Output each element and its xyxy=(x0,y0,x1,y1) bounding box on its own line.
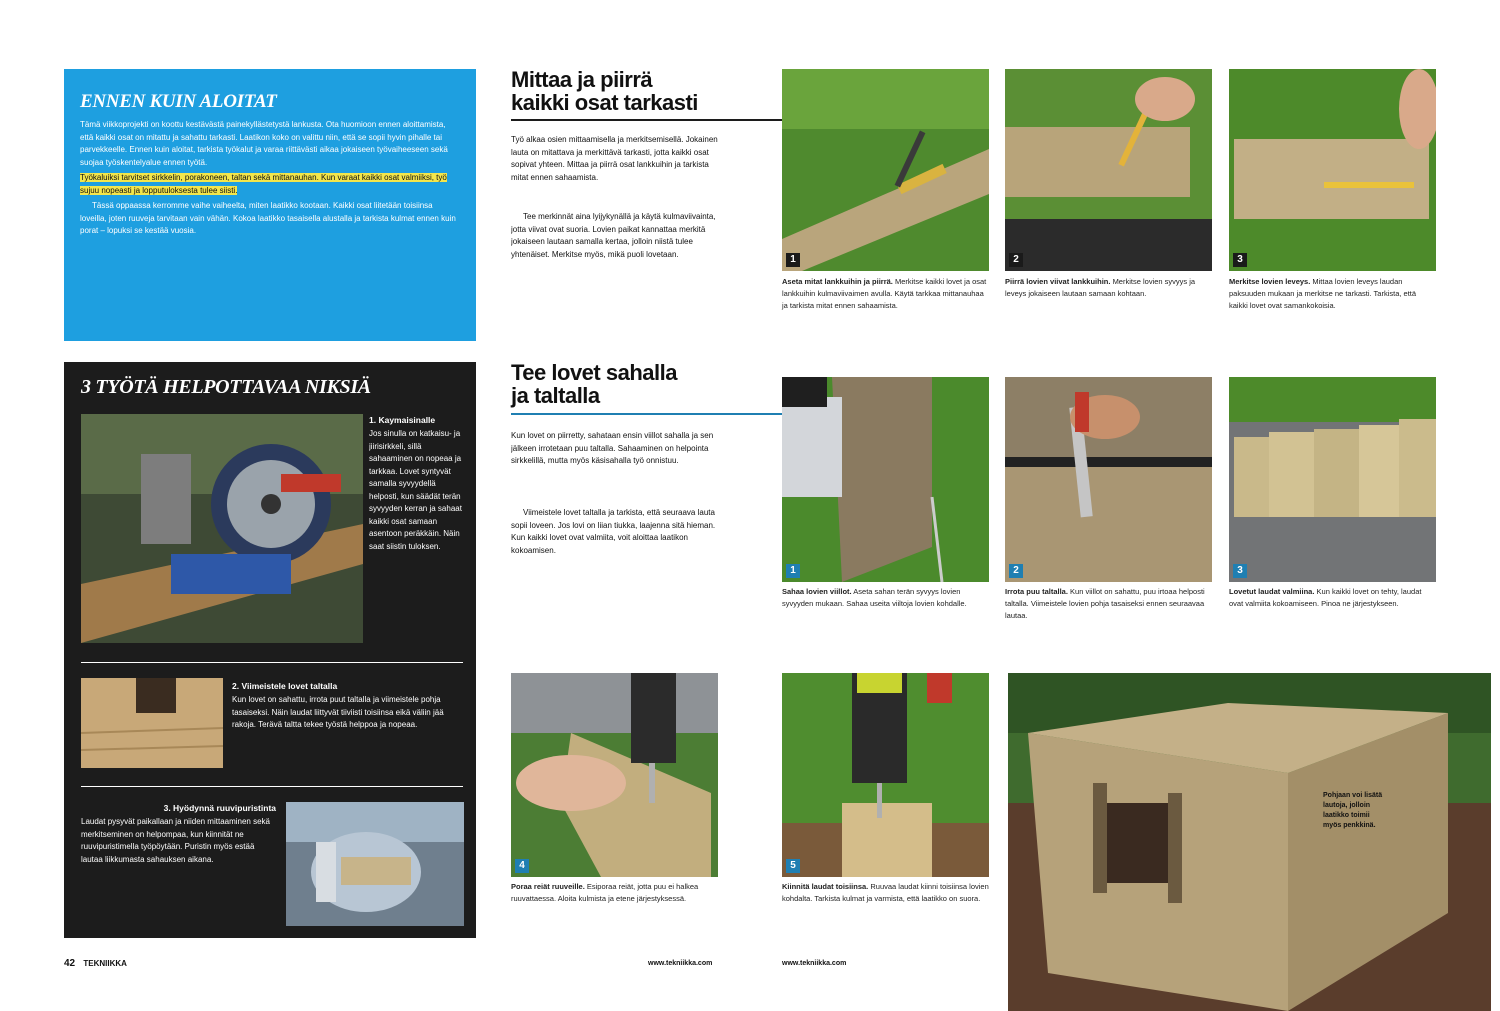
caption-boards-ready xyxy=(1229,586,1434,610)
tip2-heading: 2. Viimeistele lovet taltalla xyxy=(232,681,338,691)
section1-text-1: Työ alkaa osien mittaamisella ja merkitsemisellä. Jokainen lauta on mitattava ja merkittävä tarkasti, jotta kaikki osat sopivat yhteen. Mittaa ja piirrä osat lankkuihin ja tarkista mitat ennen sahaamista. xyxy=(511,135,718,182)
footer-url-left: www.tekniikka.com xyxy=(648,960,713,967)
caption-step1 xyxy=(782,276,987,312)
step1-measure-photo xyxy=(782,69,989,271)
section2-rule xyxy=(511,413,782,415)
caption-screw-boards-text: Ruuvaa laudat kiinni toisiinsa lovien kohdalta. Tarkista kulmat ja varmista, että laatikko on suora. xyxy=(782,882,989,903)
section1-rule xyxy=(511,119,782,121)
intro-title: ENNEN KUIN ALOITAT xyxy=(80,91,277,112)
section1-text-2: Tee merkinnät aina lyijykynällä ja käytä kulmaviivainta, jotta viivat ovat suoria. Lovien paikat kannattaa merkitä jokaiseen lautaan samalla kertaa, jolloin niistä tulee yhtenäiset. Merkitse myös, mikä puoli lovetaan. xyxy=(511,212,716,259)
section2-text-1: Kun lovet on piirretty, sahataan ensin viillot sahalla ja sen jälkeen irrotetaan puu taltalla. Sahaaminen on helpointa sirkkelillä, mutta myös käsisahalla työ onnistuu. xyxy=(511,431,714,465)
tip3-text: Laudat pysyvät paikallaan ja niiden mittaaminen sekä merkitseminen on helpompaa, kun kiinnität ne ruuvipuristimella työpöytään. Puristin myös estää lautaa liikkumasta sahauksen aikana. xyxy=(81,817,271,864)
intro-box xyxy=(64,69,476,341)
intro-highlight-wrap xyxy=(80,172,460,197)
step-number: 2 xyxy=(1009,253,1023,267)
assembled-box-note: Pohjaan voi lisätä lautoja, jolloin laatikko toimii myös penkkinä. xyxy=(1323,792,1383,829)
step2-draw-photo xyxy=(1005,69,1212,271)
caption-boards-ready-text: Kun kaikki lovet on tehty, laudat ovat valmiita kokoamiseen. Pinoa ne järjestykseen. xyxy=(1229,587,1422,608)
step-number: 4 xyxy=(515,859,529,873)
page-footer-left xyxy=(64,958,127,969)
section1-heading-line1: Mittaa ja piirrä xyxy=(511,67,653,92)
tips-title: 3 TYÖTÄ HELPOTTAVAA NIKSIÄ xyxy=(81,376,371,398)
step-saw-notch-photo xyxy=(782,377,989,582)
step-number: 3 xyxy=(1233,253,1247,267)
tip3-heading: 3. Hyödynnä ruuvipuristinta xyxy=(163,803,276,813)
tip1-saw-photo xyxy=(81,414,363,643)
caption-step2-text: Merkitse lovien syvyys ja leveys jokaiseen lautaan samaan kohtaan. xyxy=(1005,277,1196,298)
step-drill-holes-photo xyxy=(511,673,718,877)
caption-drill-holes-text: Esiporaa reiät, jotta puu ei halkea ruuvattaessa. Aloita kulmista ja etene järjestyksessä. xyxy=(511,882,699,903)
section2-heading-line1: Tee lovet sahalla xyxy=(511,360,677,385)
caption-step3-bold: Merkitse lovien leveys. xyxy=(1229,277,1311,286)
caption-step2-bold: Piirrä lovien viivat lankkuihin. xyxy=(1005,277,1111,286)
section1-heading xyxy=(511,68,781,114)
section2-heading xyxy=(511,361,781,407)
caption-screw-boards-bold: Kiinnitä laudat toisiinsa. xyxy=(782,882,869,891)
step-number: 5 xyxy=(786,859,800,873)
caption-chisel-text: Kun viillot on sahattu, puu irtoaa helposti taltalla. Viimeistele lovien pohja tasaiseksi ennen seuraavaa lautaa. xyxy=(1005,587,1205,620)
tips-divider-2 xyxy=(81,786,463,787)
caption-chisel-bold: Irrota puu taltalla. xyxy=(1005,587,1068,596)
section1-heading-line2: kaikki osat tarkasti xyxy=(511,90,698,115)
caption-drill-holes-bold: Poraa reiät ruuveille. xyxy=(511,882,585,891)
caption-step1-bold: Aseta mitat lankkuihin ja piirrä. xyxy=(782,277,893,286)
tips-box xyxy=(64,362,476,938)
intro-highlight: Työkaluiksi tarvitset sirkkelin, porakoneen, taltan sekä mittanauhan. Kun varaat kaikki osat valmiiksi, työ sujuu nopeasti ja lopputuloksesta tulee siisti. xyxy=(80,173,447,195)
section2-text-2: Viimeistele lovet taltalla ja tarkista, että seuraava lauta sopii loveen. Jos lovi on liian tiukka, laajenna sitä hieman. Kun kaikki lovet ovat valmiita, voit aloittaa laatikon kokoamisen. xyxy=(511,508,716,555)
section2-heading-line2: ja taltalla xyxy=(511,383,600,408)
step-screw-boards-photo xyxy=(782,673,989,877)
caption-chisel xyxy=(1005,586,1210,622)
page-number: 42 xyxy=(64,958,76,969)
step-boards-ready-photo xyxy=(1229,377,1436,582)
caption-boards-ready-bold: Lovetut laudat valmiina. xyxy=(1229,587,1315,596)
caption-saw-notch-text: Aseta sahan terän syvyys lovien syvyyden mukaan. Sahaa useita viiltoja lovien kohdalle. xyxy=(782,587,967,608)
tip2-notch-photo xyxy=(81,678,223,768)
step-number: 2 xyxy=(1009,564,1023,578)
caption-step2 xyxy=(1005,276,1210,300)
caption-drill-holes xyxy=(511,881,716,905)
tip2-text: Kun lovet on sahattu, irrota puut taltalla ja viimeistele pohja tasaiseksi. Näin laudat liittyvät tiiviisti toisiinsa eikä väliin jää rakoja. Terävä taltta tekee työstä helppoa ja nopeaa. xyxy=(232,695,444,729)
intro-body-1: Tämä viikkoprojekti on koottu kestävästä painekyllästetystä lankusta. Ota huomioon ennen aloittamista, että kaikki osat on mitattu ja sahattu tarkasti. Laatikon koko on valittu niin, että se sopii hyvin pihalle tai parvekkeelle. Ennen kuin aloitat, tarkista työkalut ja varaa riittävästi aikaa jokaiseen työvaiheeseen sekä suojaa työskentelyalue ennen työtä. xyxy=(80,120,448,167)
caption-screw-boards xyxy=(782,881,992,905)
caption-saw-notch xyxy=(782,586,987,610)
intro-body-2: Tässä oppaassa kerromme vaihe vaiheelta, miten laatikko kootaan. Kaikki osat liitetään toisiinsa loveilla, joten ruuveja tarvitaan vain vähän. Kokoa laatikko tasaisella alustalla ja tarkista kulmat ennen kuin porat – lopuksi se kestää vuosia. xyxy=(80,201,456,235)
tip1-heading: 1. Kaymaisinalle xyxy=(369,415,436,425)
step-chisel-photo xyxy=(1005,377,1212,582)
step-number: 3 xyxy=(1233,564,1247,578)
caption-step3-text: Mittaa lovien leveys laudan paksuuden mukaan ja merkitse ne tarkasti. Tarkista, että kaikki lovet ovat samankokoisia. xyxy=(1229,277,1417,310)
magazine-name: TEKNIIKKA xyxy=(83,959,127,968)
caption-step1-text: Merkitse kaikki lovet ja osat lankkuihin kulmaviivaimen avulla. Käytä tarkkaa mittanauhaa ja tarkista mitat ennen sahaamista. xyxy=(782,277,987,310)
tip1-text: Jos sinulla on katkaisu- ja jiirisirkkeli, sillä sahaaminen on nopeaa ja tarkkaa. Lovet syntyvät samalla syvyydellä helposti, kun säädät terän syvyyden kerran ja sahaat kaikki osat samaan asentoon peräkkäin. Näin saat siistin tuloksen. xyxy=(369,429,462,551)
caption-step3 xyxy=(1229,276,1434,312)
step-number: 1 xyxy=(786,253,800,267)
step-number: 1 xyxy=(786,564,800,578)
assembled-box-photo xyxy=(1008,673,1491,1011)
footer-url-right: www.tekniikka.com xyxy=(782,960,847,967)
tip3-clamp-photo xyxy=(286,802,464,926)
tips-divider-1 xyxy=(81,662,463,663)
step3-mark-photo xyxy=(1229,69,1436,271)
caption-saw-notch-bold: Sahaa lovien viillot. xyxy=(782,587,852,596)
